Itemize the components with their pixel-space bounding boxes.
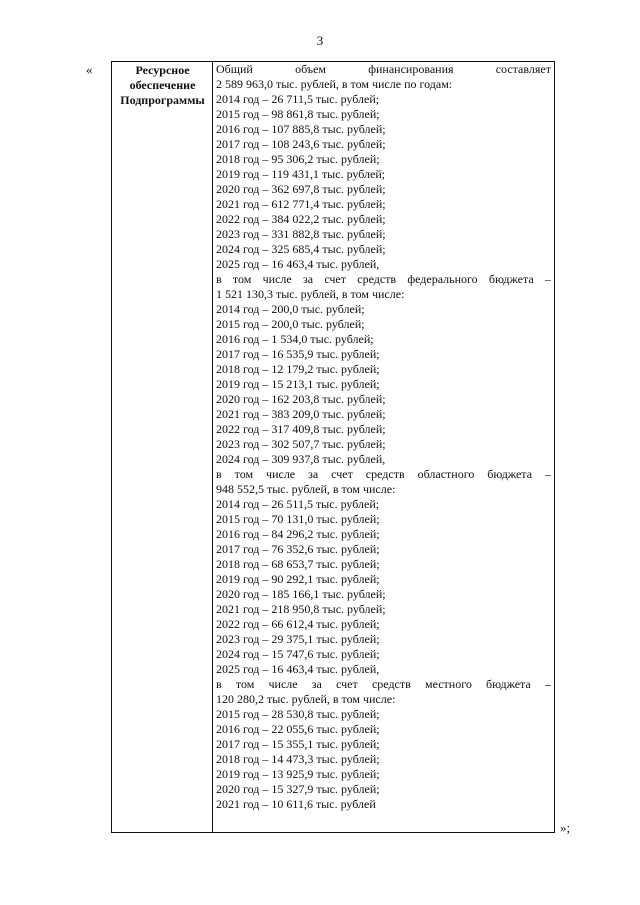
- word: составляет: [495, 62, 551, 76]
- funding-line: 2022 год – 384 022,2 тыс. рублей;: [216, 212, 386, 226]
- funding-line: 2018 год – 95 306,2 тыс. рублей;: [216, 152, 380, 166]
- funding-line: 2022 год – 317 409,8 тыс. рублей;: [216, 422, 386, 436]
- resource-table: [111, 61, 555, 833]
- word: за: [302, 272, 314, 286]
- word: в: [216, 272, 222, 286]
- word: объем: [295, 62, 326, 76]
- word: средств: [365, 467, 405, 481]
- funding-line: 2017 год – 76 352,6 тыс. рублей;: [216, 542, 380, 556]
- funding-line: 2020 год – 185 166,1 тыс. рублей;: [216, 587, 386, 601]
- funding-line: 2019 год – 119 431,1 тыс. рублей;: [216, 167, 386, 181]
- word: –: [544, 272, 551, 286]
- word: –: [544, 467, 551, 481]
- section-label-line: Подпрограммы: [120, 93, 205, 107]
- funding-line: 2 589 963,0 тыс. рублей, в том числе по годам:: [216, 77, 453, 91]
- word: числе: [268, 677, 298, 691]
- word: счет: [331, 467, 353, 481]
- section-label: [112, 62, 213, 832]
- funding-line: 1 521 130,3 тыс. рублей, в том числе:: [216, 287, 405, 301]
- word: бюджета: [487, 467, 533, 481]
- funding-line: 2015 год – 70 131,0 тыс. рублей;: [216, 512, 380, 526]
- funding-line: 2020 год – 15 327,9 тыс. рублей;: [216, 782, 380, 796]
- funding-line: 2018 год – 68 653,7 тыс. рублей;: [216, 557, 380, 571]
- word: счет: [324, 272, 347, 286]
- funding-line: 2019 год – 13 925,9 тыс. рублей;: [216, 767, 380, 781]
- word: бюджета: [488, 272, 534, 286]
- funding-line: 2014 год – 26 511,5 тыс. рублей;: [216, 497, 380, 511]
- funding-line: 2020 год – 162 203,8 тыс. рублей;: [216, 392, 386, 406]
- opening-quote-mark: «: [86, 62, 93, 77]
- word: числе: [262, 272, 292, 286]
- funding-text: [213, 62, 554, 832]
- word: финансирования: [368, 62, 454, 76]
- funding-line: 2021 год – 383 209,0 тыс. рублей;: [216, 407, 386, 421]
- funding-line: 2015 год – 98 861,8 тыс. рублей;: [216, 107, 380, 121]
- funding-line: 2024 год – 15 747,6 тыс. рублей;: [216, 647, 380, 661]
- word: –: [544, 677, 551, 691]
- section-label-line: обеспечение: [129, 78, 196, 92]
- funding-line: 2016 год – 1 534,0 тыс. рублей;: [216, 332, 374, 346]
- funding-line: 2021 год – 218 950,8 тыс. рублей;: [216, 602, 386, 616]
- section-label-line: Ресурсное: [135, 63, 190, 77]
- funding-line: 2014 год – 200,0 тыс. рублей;: [216, 302, 365, 316]
- funding-line: 2023 год – 331 882,8 тыс. рублей;: [216, 227, 386, 241]
- funding-line: 2014 год – 26 711,5 тыс. рублей;: [216, 92, 380, 106]
- closing-quote-mark: »;: [560, 820, 571, 835]
- funding-line: 2018 год – 14 473,3 тыс. рублей;: [216, 752, 380, 766]
- justified-line: [216, 272, 551, 287]
- funding-line: 2016 год – 107 885,8 тыс. рублей;: [216, 122, 386, 136]
- word: том: [232, 272, 252, 286]
- word: средств: [371, 677, 411, 691]
- funding-line: 2021 год – 612 771,4 тыс. рублей;: [216, 197, 386, 211]
- word: федерального: [407, 272, 478, 286]
- funding-line: 2020 год – 362 697,8 тыс. рублей;: [216, 182, 386, 196]
- funding-line: 2023 год – 302 507,7 тыс. рублей;: [216, 437, 386, 451]
- funding-line: 2016 год – 84 296,2 тыс. рублей;: [216, 527, 380, 541]
- funding-line: 2017 год – 15 355,1 тыс. рублей;: [216, 737, 380, 751]
- funding-line: 2024 год – 325 685,4 тыс. рублей;: [216, 242, 386, 256]
- word: за: [311, 677, 322, 691]
- funding-line: 2017 год – 108 243,6 тыс. рублей;: [216, 137, 386, 151]
- funding-line: 2015 год – 28 530,8 тыс. рублей;: [216, 707, 380, 721]
- funding-line: 2019 год – 90 292,1 тыс. рублей;: [216, 572, 380, 586]
- funding-line: 2023 год – 29 375,1 тыс. рублей;: [216, 632, 380, 646]
- justified-line: [216, 62, 551, 77]
- word: средств: [357, 272, 397, 286]
- funding-line: 2015 год – 200,0 тыс. рублей;: [216, 317, 365, 331]
- funding-line: 2016 год – 22 055,6 тыс. рублей;: [216, 722, 380, 736]
- funding-line: 120 280,2 тыс. рублей, в том числе:: [216, 692, 396, 706]
- word: том: [234, 467, 254, 481]
- word: областного: [417, 467, 475, 481]
- funding-line: 2017 год – 16 535,9 тыс. рублей;: [216, 347, 380, 361]
- word: числе: [266, 467, 296, 481]
- justified-line: [216, 677, 551, 692]
- funding-line: 2025 год – 16 463,4 тыс. рублей,: [216, 257, 380, 271]
- word: в: [216, 677, 222, 691]
- word: за: [308, 467, 319, 481]
- word: Общий: [216, 62, 253, 76]
- funding-line: 2025 год – 16 463,4 тыс. рублей,: [216, 662, 380, 676]
- page-number: 3: [316, 33, 324, 48]
- funding-line: 2019 год – 15 213,1 тыс. рублей;: [216, 377, 380, 391]
- word: местного: [424, 677, 472, 691]
- word: том: [235, 677, 255, 691]
- funding-line: 2024 год – 309 937,8 тыс. рублей,: [216, 452, 386, 466]
- word: в: [216, 467, 222, 481]
- funding-line: 2021 год – 10 611,6 тыс. рублей: [216, 797, 376, 811]
- funding-line: 2022 год – 66 612,4 тыс. рублей;: [216, 617, 380, 631]
- funding-line: 948 552,5 тыс. рублей, в том числе:: [216, 482, 396, 496]
- funding-line: 2018 год – 12 179,2 тыс. рублей;: [216, 362, 380, 376]
- word: счет: [336, 677, 358, 691]
- word: бюджета: [486, 677, 531, 691]
- justified-line: [216, 467, 551, 482]
